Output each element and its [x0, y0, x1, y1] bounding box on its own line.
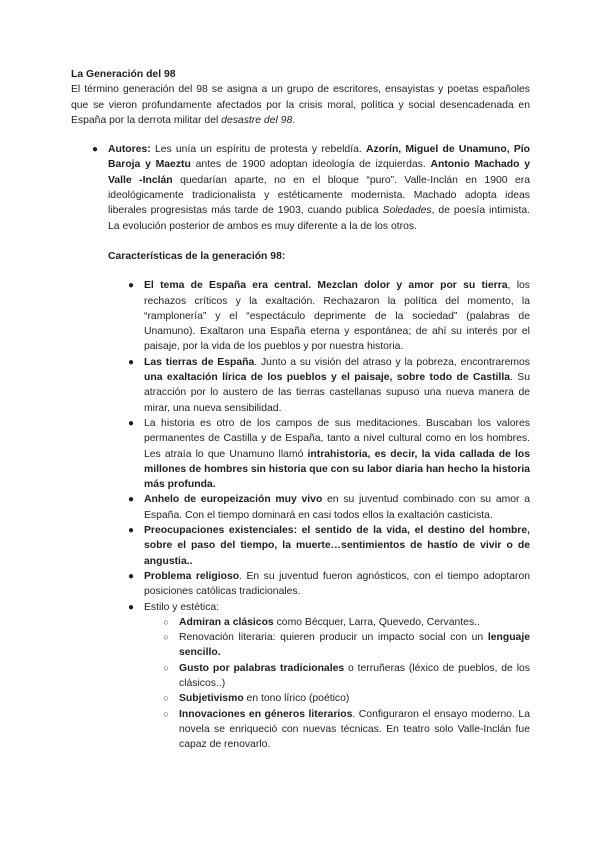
list-item: [127, 600, 530, 753]
characteristics-heading: Características de la generación 98:: [108, 250, 286, 262]
list-item: [127, 416, 531, 492]
item-bold: Anhelo de europeización muy vivo: [144, 494, 323, 506]
authors-bold-2: Antonio Machado y Valle -Inclán: [108, 159, 531, 186]
characteristics-list: [127, 278, 531, 752]
list-item: [127, 523, 530, 569]
list-item: [127, 355, 530, 416]
item-text: o terruñeras (léxico de pueblos, de los clásicos..): [179, 662, 530, 689]
sub-list-item: [163, 615, 530, 630]
item-text: en tono lírico (poético): [243, 693, 350, 705]
item-text: , los rechazos críticos y la exaltación. Rechazaron la política del momento, la “ramplonería” y el “espectáculo deprimente de la sociedad” (palabras de Unamuno). Exaltaron una España eterna y espontánea; de ahí su interés por el paisaje, por la vida de los pueblos y por nuestra historia.: [144, 280, 530, 353]
item-text: como Bécquer, Larra, Quevedo, Cervantes..: [273, 616, 480, 628]
authors-italic: Soledades: [382, 205, 432, 217]
list-item: [127, 278, 530, 354]
item-bold: : el sentido de la vida, el destino del hombre, sobre el paso del tiempo, la muerte…sentimientos de hastío de vivir o de angustia..: [144, 525, 530, 567]
circle-bullet-icon: ○: [163, 708, 169, 719]
list-item: [127, 492, 530, 523]
intro-italic: desastre del 98: [221, 114, 293, 126]
sub-list-item: [163, 691, 530, 706]
item-bold: Gusto por palabras tradicionales: [179, 662, 345, 674]
item-bold: Problema religioso: [144, 570, 240, 582]
item-bold: lenguaje sencillo.: [179, 632, 530, 659]
bullet-icon: ●: [127, 280, 135, 292]
intro-end: .: [292, 114, 296, 126]
item-text: Estilo y estética:: [144, 601, 220, 613]
item-text: en su juventud combinado con su amor a España. Con el tiempo dominará en casi todos ellos la exaltación casticista.: [144, 494, 530, 521]
authors-label: Autores:: [108, 144, 151, 156]
bullet-icon: ●: [91, 144, 99, 156]
authors-list: [91, 142, 531, 234]
item-bold: Admiran a clásicos: [179, 616, 274, 628]
authors-text-1: Les unía un espíritu de protesta y rebeldía.: [150, 144, 366, 156]
item-text: Renovación literaria: quieren producir un impacto social con un: [179, 632, 488, 644]
list-item: [127, 569, 531, 600]
circle-bullet-icon: ○: [163, 616, 169, 627]
sub-list-item: [163, 707, 530, 753]
intro-paragraph: [71, 82, 530, 128]
item-bold: Las tierras de España: [144, 356, 255, 368]
bullet-icon: ●: [127, 356, 135, 368]
circle-bullet-icon: ○: [163, 693, 169, 704]
authors-text-4: , de poesía intimista. La evolución posterior de ambos es muy diferente a la de los otros.: [108, 205, 531, 232]
item-bold: Subjetivismo: [179, 693, 244, 705]
bullet-icon: ●: [127, 601, 135, 613]
bullet-icon: ●: [127, 494, 135, 506]
item-text: . Configuraron el ensayo moderno. La novela se enriqueció con nuevas técnicas. En teatro solo Valle-Inclán fue capaz de renovarlo.: [179, 708, 530, 751]
sub-list-item: [163, 630, 530, 661]
circle-bullet-icon: ○: [163, 632, 169, 643]
item-bold: una exaltación lírica de los pueblos y el paisaje, sobre todo de Castilla: [144, 372, 510, 384]
item-text: . En su juventud fueron agnósticos, con el tiempo adoptaron posiciones católicas tradicionales.: [144, 570, 531, 598]
bullet-icon: ●: [127, 570, 135, 582]
item-bold: Preocupaciones existenciales: [144, 525, 294, 537]
sub-list-item: [163, 661, 530, 692]
authors-item: [91, 142, 531, 234]
bullet-icon: ●: [127, 417, 135, 429]
item-text: . Junto a su visión del atraso y la pobreza, encontraremos: [254, 356, 530, 368]
item-text: La historia es otro de los campos de sus meditaciones. Buscaban los valores permanentes de Castilla y de España, tanto a nivel cultural como en los hombres. Les atraía lo que Unamuno llamó: [144, 417, 530, 460]
style-sublist: [163, 615, 530, 753]
document-title: La Generación del 98: [71, 69, 176, 80]
item-bold: Innovaciones en géneros literarios: [179, 708, 353, 720]
authors-text-2: antes de 1900 adoptan ideología de izquierdas.: [190, 159, 431, 171]
intro-text: El término generación del 98 se asigna a un grupo de escritores, ensayistas y poetas españoles que se vieron profundamente afectados por la crisis moral, política y social desencadenada en España por la derrota militar del: [71, 84, 530, 126]
item-bold: intrahistoria, es decir, la vida callada de los millones de hombres sin historia que con su labor diaria han hecho la historia más profunda.: [144, 448, 531, 491]
circle-bullet-icon: ○: [163, 662, 169, 673]
authors-text-3: quedarían aparte, no en el bloque “puro”. Valle-Inclán en 1900 era ideológicamente tradicionalista y estéticamente modernista. Machado adopta ideas liberales progresistas más tarde de 1903, cuando publica: [108, 174, 531, 217]
authors-bold-1: Azorín, Miguel de Unamuno, Pío Baroja y Maeztu: [108, 144, 531, 171]
item-bold: El tema de España era central. Mezclan dolor y amor por su tierra: [144, 280, 508, 292]
item-text: . Su atracción por lo austero de las tierras castellanas supuso una nueva manera de mirar, una nueva sensibilidad.: [144, 372, 530, 414]
bullet-icon: ●: [127, 525, 135, 537]
